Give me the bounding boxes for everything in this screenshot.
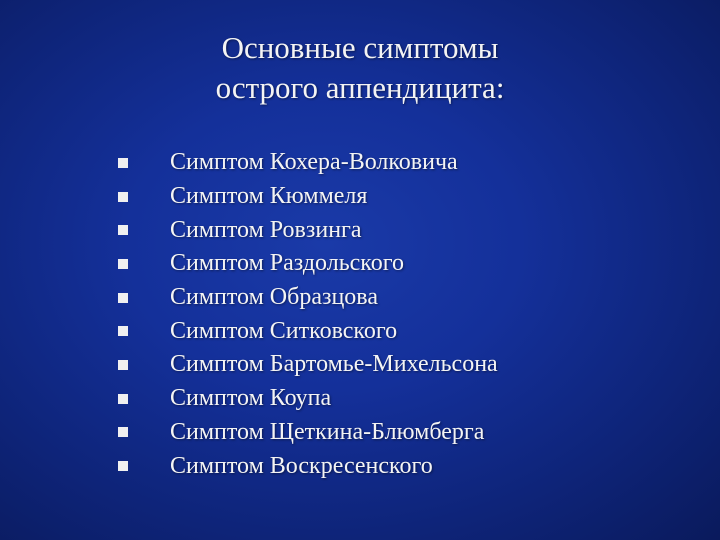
- list-item-label: Симптом Ситковского: [170, 317, 398, 344]
- square-bullet-icon: [118, 158, 128, 168]
- square-bullet-icon: [118, 225, 128, 235]
- square-bullet-icon: [118, 192, 128, 202]
- list-item-label: Симптом Кюммеля: [170, 183, 368, 210]
- square-bullet-icon: [118, 461, 128, 471]
- list-item: [118, 281, 498, 315]
- list-item-label: Симптом Бартомье-Михельсона: [170, 351, 498, 378]
- list-item: [118, 146, 498, 180]
- list-item-label: Симптом Коупа: [170, 385, 332, 412]
- list-item: [118, 247, 498, 281]
- list-item: [118, 382, 498, 416]
- square-bullet-icon: [118, 427, 128, 437]
- list-item: [118, 314, 498, 348]
- list-item-label: Симптом Образцова: [170, 284, 378, 311]
- square-bullet-icon: [118, 293, 128, 303]
- square-bullet-icon: [118, 259, 128, 269]
- list-item-label: Симптом Раздольского: [170, 250, 404, 277]
- square-bullet-icon: [118, 326, 128, 336]
- list-item: [118, 213, 498, 247]
- symptom-list: [118, 146, 498, 483]
- title-line-2: острого аппендицита:: [215, 70, 505, 105]
- list-item-label: Симптом Воскресенского: [170, 452, 433, 479]
- list-item-label: Симптом Ровзинга: [170, 216, 362, 243]
- square-bullet-icon: [118, 394, 128, 404]
- list-item: [118, 449, 498, 483]
- list-item-label: Симптом Кохера-Волковича: [170, 149, 458, 176]
- list-item: [118, 416, 498, 450]
- list-item: [118, 180, 498, 214]
- title-line-1: Основные симптомы: [221, 30, 499, 65]
- square-bullet-icon: [118, 360, 128, 370]
- slide-title: [120, 28, 600, 108]
- list-item: [118, 348, 498, 382]
- list-item-label: Симптом Щеткина-Блюмберга: [170, 418, 485, 445]
